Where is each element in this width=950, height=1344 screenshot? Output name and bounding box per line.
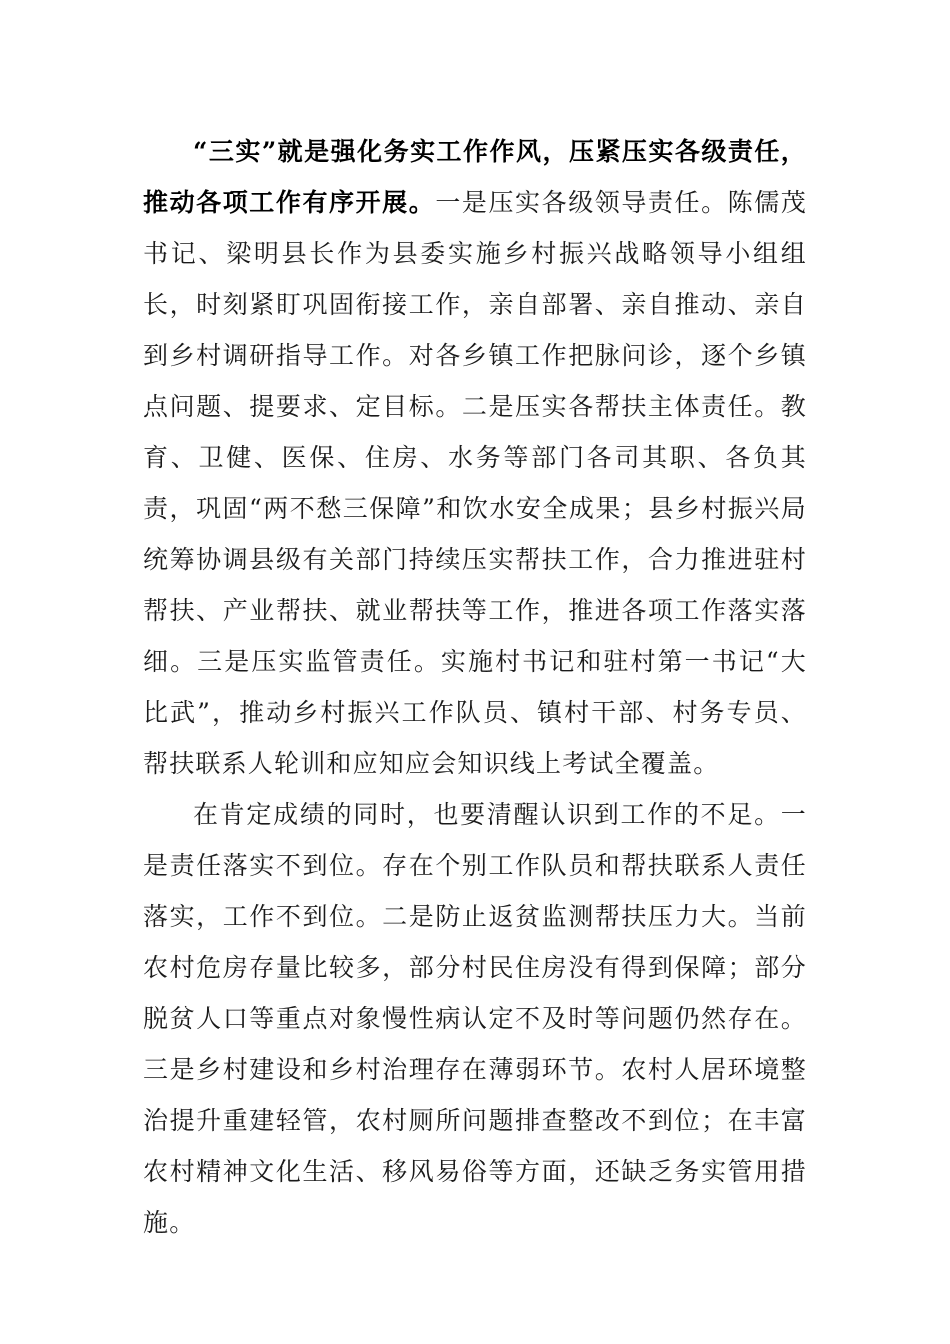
paragraph-1-body: 一是压实各级领导责任。陈儒茂书记、梁明县长作为县委实施乡村振兴战略领导小组组长，时刻紧盯巩固衔接工作，亲自部署、亲自推动、亲自到乡村调研指导工作。对各乡镇工作把脉问诊，逐个乡镇点问题、提要求、定目标。二是压实各帮扶主体责任。教育、卫健、医保、住房、水务等部门各司其职、各负其责，巩固“两不愁三保障”和饮水安全成果；县乡村振兴局统筹协调县级有关部门持续压实帮扶工作，合力推进驻村帮扶、产业帮扶、就业帮扶等工作，推进各项工作落实落细。三是压实监管责任。实施村书记和驻村第一书记“大比武”，推动乡村振兴工作队员、镇村干部、村务专员、帮扶联系人轮训和应知应会知识线上考试全覆盖。: [143, 188, 807, 778]
document-page: [143, 126, 807, 1248]
paragraph-2-body: 在肯定成绩的同时，也要清醒认识到工作的不足。一是责任落实不到位。存在个别工作队员和帮扶联系人责任落实，工作不到位。二是防止返贫监测帮扶压力大。当前农村危房存量比较多，部分村民住房没有得到保障；部分脱贫人口等重点对象慢性病认定不及时等问题仍然存在。三是乡村建设和乡村治理存在薄弱环节。农村人居环境整治提升重建轻管，农村厕所问题排查整改不到位；在丰富农村精神文化生活、移风易俗等方面，还缺乏务实管用措施。: [143, 800, 807, 1237]
paragraph-2: [143, 789, 807, 1248]
paragraph-1-lead: “三实”就是强化务实工作作风，压紧压实各级责任，推动各项工作有序开展。: [143, 137, 807, 217]
paragraph-1: [143, 126, 807, 789]
